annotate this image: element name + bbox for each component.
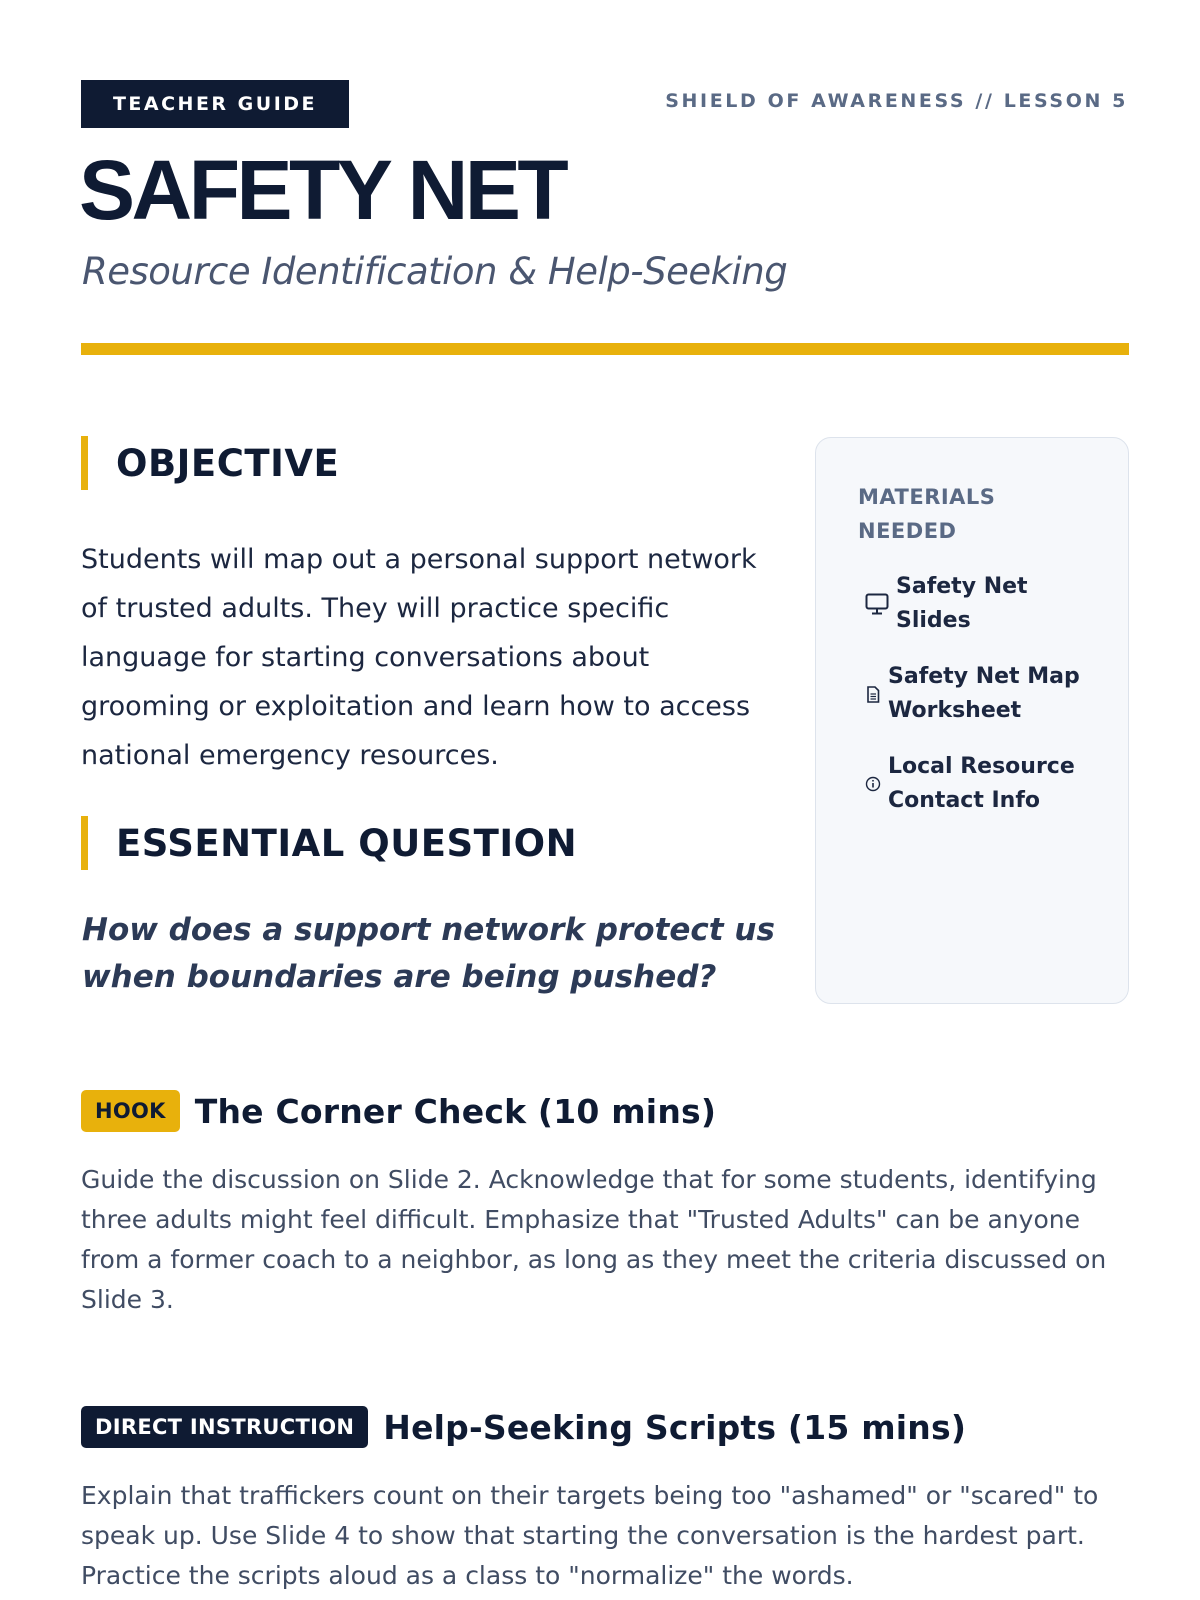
objective-text: Students will map out a personal support network of trusted adults. They will practice specific language for starting conversations about grooming or exploitation and learn how to access national emergency resources. bbox=[81, 544, 757, 771]
info-icon bbox=[858, 776, 888, 792]
page-title: SAFETY NET bbox=[79, 143, 566, 237]
hook-badge: HOOK bbox=[81, 1090, 180, 1132]
essential-question-text: How does a support network protect us when boundaries are being pushed? bbox=[82, 912, 775, 995]
material-label: Local Resource Contact Info bbox=[888, 754, 1075, 813]
essential-question-heading: ESSENTIAL QUESTION bbox=[81, 816, 577, 870]
monitor-icon bbox=[858, 593, 896, 615]
objective-heading: OBJECTIVE bbox=[81, 436, 339, 490]
direct-instruction-title: Help-Seeking Scripts (15 mins) bbox=[383, 1407, 967, 1447]
material-item-slides bbox=[858, 570, 1098, 638]
document-icon bbox=[858, 686, 888, 703]
materials-panel bbox=[815, 437, 1129, 1004]
materials-title: MATERIALS NEEDED bbox=[858, 485, 996, 543]
series-label: SHIELD OF AWARENESS // LESSON 5 bbox=[665, 90, 1128, 112]
material-label: Safety Net Slides bbox=[896, 574, 1028, 633]
material-item-contacts bbox=[858, 750, 1098, 818]
direct-instruction-text: Explain that traffickers count on their targets being too "ashamed" or "scared" to speak up. Use Slide 4 to show that starting the conversation is the hardest part. Practice the scripts aloud as a class to "normalize" the words. bbox=[81, 1481, 1099, 1590]
hook-activity-header bbox=[81, 1090, 716, 1132]
page-subtitle: Resource Identification & Help-Seeking bbox=[82, 250, 788, 293]
teacher-guide-tag: TEACHER GUIDE bbox=[81, 80, 349, 128]
header-divider bbox=[81, 343, 1129, 355]
material-item-worksheet bbox=[858, 660, 1098, 728]
hook-activity-title: The Corner Check (10 mins) bbox=[194, 1091, 717, 1131]
direct-instruction-header bbox=[81, 1406, 966, 1448]
direct-instruction-badge: DIRECT INSTRUCTION bbox=[81, 1406, 368, 1448]
material-label: Safety Net Map Worksheet bbox=[888, 664, 1080, 723]
hook-activity-text: Guide the discussion on Slide 2. Acknowledge that for some students, identifying three adults might feel difficult. Emphasize that "Trusted Adults" can be anyone from a former coach to a neighbor, as long as they meet the criteria discussed on Slide 3. bbox=[81, 1165, 1107, 1314]
